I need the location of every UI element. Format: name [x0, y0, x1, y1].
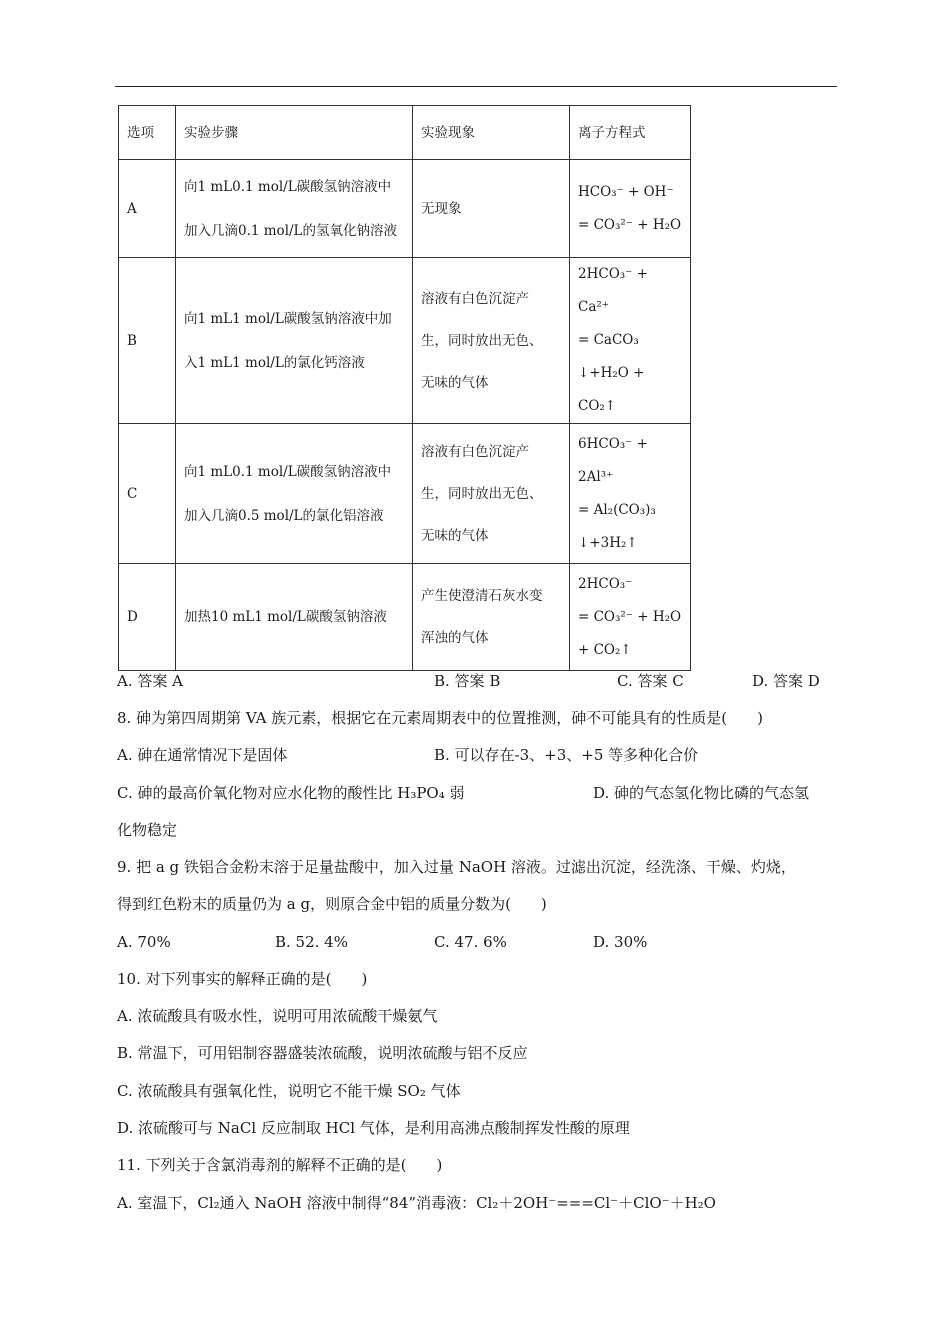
- q7-option-a[interactable]: A. 答案 A: [117, 672, 183, 690]
- step-cell: [176, 258, 413, 424]
- q8-option-a[interactable]: A. 砷在通常情况下是固体: [117, 746, 288, 764]
- option-cell: B: [119, 258, 176, 424]
- q9-option-c[interactable]: C. 47. 6%: [434, 933, 507, 951]
- equation-line: + CO₂↑: [578, 641, 632, 658]
- equation-line: 6HCO₃⁻ + 2Al³⁺: [578, 435, 648, 485]
- q7-option-b[interactable]: B. 答案 B: [434, 672, 501, 690]
- q10-stem: 10. 对下列事实的解释正确的是( ): [117, 970, 368, 988]
- equation-cell: [570, 424, 691, 564]
- q8-option-c[interactable]: C. 砷的最高价氧化物对应水化物的酸性比 H₃PO₄ 弱: [117, 784, 465, 802]
- phenomenon-cell: [413, 564, 570, 671]
- phenomenon-cell: [413, 424, 570, 564]
- header-rule: [115, 86, 837, 87]
- equation-line: 2HCO₃⁻: [578, 575, 633, 592]
- q10-option-b[interactable]: B. 常温下，可用铝制容器盛装浓硫酸，说明浓硫酸与铝不反应: [117, 1044, 528, 1062]
- header-cell: 选项: [119, 106, 176, 160]
- option-cell: C: [119, 424, 176, 564]
- phenomenon-line: 无味的气体: [421, 527, 489, 544]
- phenomenon-line: 溶液有白色沉淀产: [421, 443, 529, 460]
- q8-option-b[interactable]: B. 可以存在-3、+3、+5 等多种化合价: [434, 746, 699, 764]
- equation-line: ↓+3H₂↑: [578, 534, 638, 551]
- phenomenon-line: 无味的气体: [421, 374, 489, 391]
- table-row: [119, 564, 691, 671]
- phenomenon-cell: [413, 160, 570, 258]
- step-cell: [176, 160, 413, 258]
- equation-line: = CO₃²⁻ + H₂O: [578, 216, 682, 233]
- equation-line: = CaCO₃: [578, 332, 639, 348]
- step-line: 加入几滴0.5 mol/L的氯化铝溶液: [184, 507, 384, 524]
- q8-option-d-continued: 化物稳定: [117, 821, 178, 839]
- step-line: 向1 mL1 mol/L碳酸氢钠溶液中加: [184, 310, 392, 327]
- option-cell: D: [119, 564, 176, 671]
- q9-option-a[interactable]: A. 70%: [117, 933, 171, 951]
- phenomenon-cell: [413, 258, 570, 424]
- step-line: 入1 mL1 mol/L的氯化钙溶液: [184, 354, 365, 371]
- q9-option-b[interactable]: B. 52. 4%: [275, 933, 348, 951]
- step-line: 加入几滴0.1 mol/L的氢氧化钠溶液: [184, 222, 398, 239]
- q7-option-d[interactable]: D. 答案 D: [752, 672, 820, 690]
- phenomenon-line: 无现象: [421, 200, 462, 217]
- q10-option-c[interactable]: C. 浓硫酸具有强氧化性，说明它不能干燥 SO₂ 气体: [117, 1082, 461, 1100]
- equation-cell: [570, 564, 691, 671]
- q10-option-a[interactable]: A. 浓硫酸具有吸水性，说明可用浓硫酸干燥氨气: [117, 1007, 438, 1025]
- q9-stem-line1: 9. 把 a g 铁铝合金粉末溶于足量盐酸中，加入过量 NaOH 溶液。过滤出沉淀，经洗涤、干燥、灼烧，: [117, 858, 796, 876]
- q8-stem: 8. 砷为第四周期第 VA 族元素，根据它在元素周期表中的位置推测，砷不可能具有的性质是( ): [117, 709, 763, 727]
- equation-line: ↓+H₂O + CO₂↑: [578, 365, 645, 414]
- q7-option-c[interactable]: C. 答案 C: [617, 672, 684, 690]
- q11-option-a[interactable]: A. 室温下，Cl₂通入 NaOH 溶液中制得“84”消毒液：Cl₂＋2OH⁻===Cl⁻＋ClO⁻＋H₂O: [117, 1194, 716, 1212]
- equation-cell: [570, 160, 691, 258]
- equation-line: = Al₂(CO₃)₃: [578, 501, 656, 518]
- q11-stem: 11. 下列关于含氯消毒剂的解释不正确的是( ): [117, 1156, 443, 1174]
- equation-line: = CO₃²⁻ + H₂O: [578, 608, 682, 625]
- header-cell: 离子方程式: [570, 106, 691, 160]
- table-row: [119, 424, 691, 564]
- equation-line: HCO₃⁻ + OH⁻: [578, 183, 674, 200]
- equation-cell: [570, 258, 691, 424]
- table-row: [119, 258, 691, 424]
- q9-option-d[interactable]: D. 30%: [593, 933, 648, 951]
- phenomenon-line: 生，同时放出无色、: [421, 485, 543, 502]
- step-cell: [176, 564, 413, 671]
- option-cell: A: [119, 160, 176, 258]
- equation-line: 2HCO₃⁻ + Ca²⁺: [578, 266, 648, 315]
- header-cell: 实验现象: [413, 106, 570, 160]
- q10-option-d[interactable]: D. 浓硫酸可与 NaCl 反应制取 HCl 气体，是利用高沸点酸制挥发性酸的原理: [117, 1119, 630, 1137]
- step-line: 向1 mL0.1 mol/L碳酸氢钠溶液中: [184, 463, 392, 480]
- header-cell: 实验步骤: [176, 106, 413, 160]
- step-line: 加热10 mL1 mol/L碳酸氢钠溶液: [184, 609, 387, 625]
- phenomenon-line: 浑浊的气体: [421, 630, 489, 646]
- table-header-row: [119, 106, 691, 160]
- step-cell: [176, 424, 413, 564]
- phenomenon-line: 生，同时放出无色、: [421, 332, 543, 349]
- phenomenon-line: 产生使澄清石灰水变: [421, 588, 543, 604]
- table-row: [119, 160, 691, 258]
- q9-stem-line2: 得到红色粉末的质量仍为 a g，则原合金中铝的质量分数为( ): [117, 895, 547, 913]
- step-line: 向1 mL0.1 mol/L碳酸氢钠溶液中: [184, 178, 392, 195]
- experiment-table: [118, 105, 691, 671]
- phenomenon-line: 溶液有白色沉淀产: [421, 290, 529, 307]
- q8-option-d[interactable]: D. 砷的气态氢化物比磷的气态氢: [593, 784, 810, 802]
